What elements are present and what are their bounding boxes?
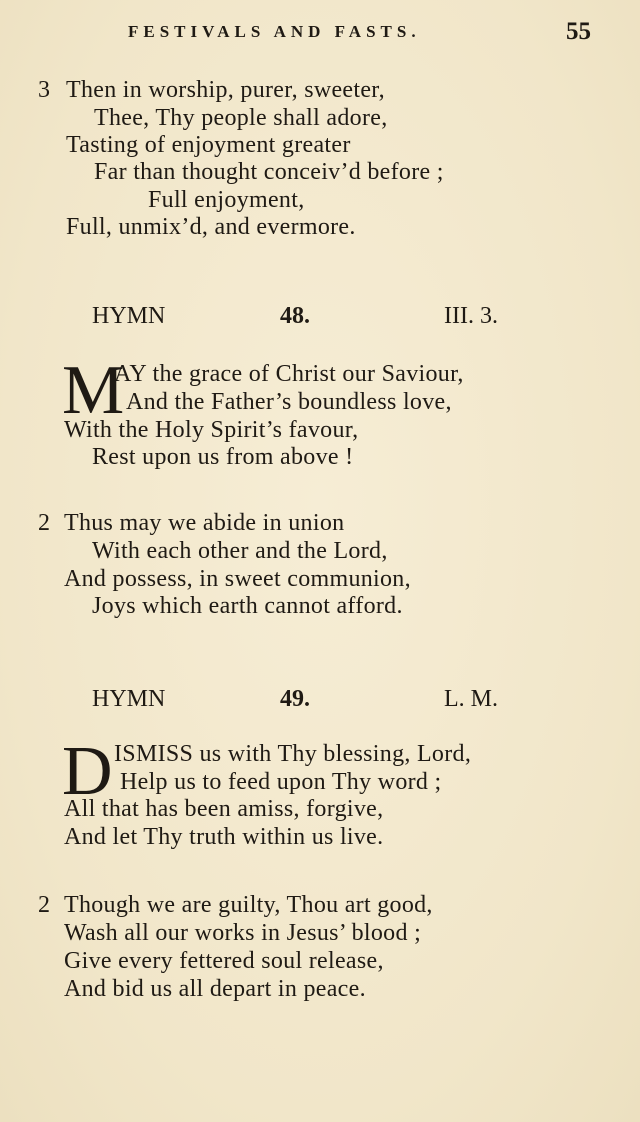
verse-line: Tasting of enjoyment greater bbox=[66, 132, 351, 158]
drop-cap: D bbox=[62, 733, 113, 810]
verse-number: 2 bbox=[38, 892, 50, 918]
verse-line: Full enjoyment, bbox=[148, 187, 305, 213]
hymn-number: 48. bbox=[280, 303, 310, 329]
verse-line: And bid us all depart in peace. bbox=[64, 976, 366, 1002]
verse-line: And the Father’s boundless love, bbox=[126, 389, 452, 415]
verse-line: Rest upon us from above ! bbox=[92, 444, 354, 470]
verse-line: And possess, in sweet communion, bbox=[64, 566, 411, 592]
verse-line: Then in worship, purer, sweeter, bbox=[66, 77, 385, 103]
verse-line: AY the grace of Christ our Saviour, bbox=[114, 361, 464, 387]
verse-number: 3 bbox=[38, 77, 50, 103]
verse-line: All that has been amiss, forgive, bbox=[64, 796, 384, 822]
verse-line: Full, unmix’d, and evermore. bbox=[66, 214, 356, 240]
verse-line: With each other and the Lord, bbox=[92, 538, 388, 564]
verse-line: Though we are guilty, Thou art good, bbox=[64, 892, 433, 918]
hymn-label: HYMN bbox=[92, 303, 166, 329]
verse-line: Joys which earth cannot afford. bbox=[92, 593, 403, 619]
verse-line: And let Thy truth within us live. bbox=[64, 824, 384, 850]
hymn-label: HYMN bbox=[92, 686, 166, 712]
page-number: 55 bbox=[566, 18, 591, 45]
verse-line: Far than thought conceiv’d before ; bbox=[94, 159, 444, 185]
drop-cap: M bbox=[62, 352, 125, 429]
verse-number: 2 bbox=[38, 510, 50, 536]
verse-line: Thee, Thy people shall adore, bbox=[94, 105, 388, 131]
running-head: FESTIVALS AND FASTS. bbox=[128, 22, 421, 41]
hymn-meter: L. M. bbox=[444, 686, 498, 712]
verse-line: Give every fettered soul release, bbox=[64, 948, 384, 974]
verse-line: Help us to feed upon Thy word ; bbox=[120, 769, 442, 795]
verse-line: Wash all our works in Jesus’ blood ; bbox=[64, 920, 422, 946]
verse-line: Thus may we abide in union bbox=[64, 510, 345, 536]
verse-line: With the Holy Spirit’s favour, bbox=[64, 417, 359, 443]
verse-line: ISMISS us with Thy blessing, Lord, bbox=[114, 741, 472, 767]
hymn-number: 49. bbox=[280, 686, 310, 712]
hymn-meter: III. 3. bbox=[444, 303, 498, 329]
